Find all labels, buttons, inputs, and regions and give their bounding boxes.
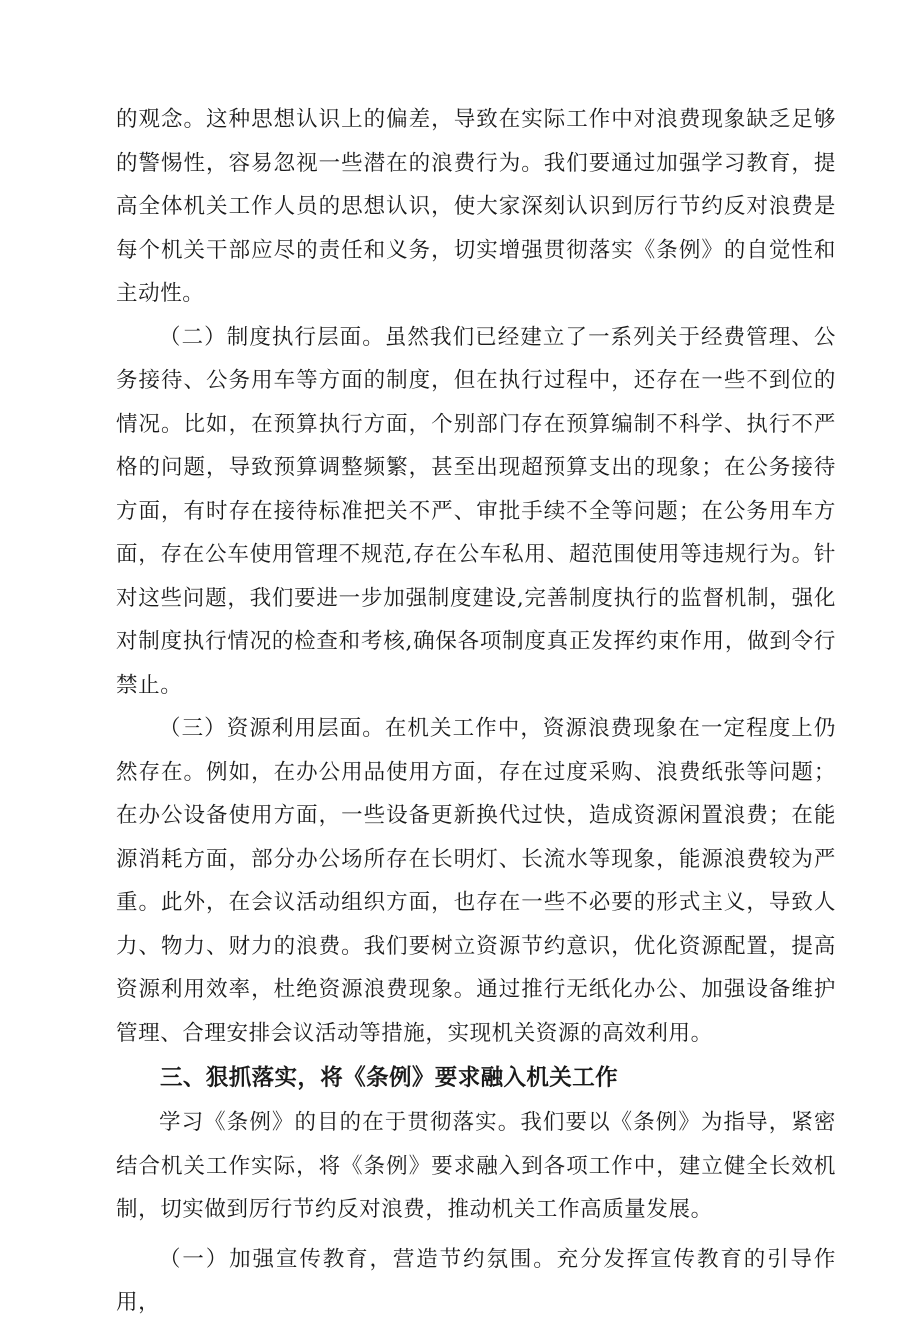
paragraph-ideological-awareness: 的观念。这种思想认识上的偏差，导致在实际工作中对浪费现象缺乏足够的警惕性，容易忽视一些潜在的浪费行为。我们要通过加强学习教育，提高全体机关工作人员的思想认识，使大家深刻认识到厉行节约反对浪费是每个机关干部应尽的责任和义务，切实增强贯彻落实《条例》的自觉性和主动性。 [116,107,836,306]
document-body [116,98,836,1325]
section-heading-implementation: 三、狠抓落实，将《条例》要求融入机关工作 [160,1065,619,1091]
paragraph-publicity-education: （一）加强宣传教育，营造节约氛围。充分发挥宣传教育的引导作用， [116,1246,836,1315]
paragraph-system-execution: （二）制度执行层面。虽然我们已经建立了一系列关于经费管理、公务接待、公务用车等方面的制度，但在执行过程中，还存在一些不到位的情况。比如，在预算执行方面，个别部门存在预算编制不科学、执行不严格的问题，导致预算调整频繁，甚至出现超预算支出的现象；在公务接待方面，有时存在接待标准把关不严、审批手续不全等问题；在公务用车方面，存在公车使用管理不规范,存在公车私用、超范围使用等违规行为。针对这些问题，我们要进一步加强制度建设,完善制度执行的监督机制，强化对制度执行情况的检查和考核,确保各项制度真正发挥约束作用，做到令行禁止。 [116,324,836,698]
paragraph-implementation-intro: 学习《条例》的目的在于贯彻落实。我们要以《条例》为指导，紧密结合机关工作实际，将《条例》要求融入到各项工作中，建立健全长效机制，切实做到厉行节约反对浪费，推动机关工作高质量发展。 [116,1110,836,1222]
paragraph-resource-utilization: （三）资源利用层面。在机关工作中，资源浪费现象在一定程度上仍然存在。例如，在办公用品使用方面，存在过度采购、浪费纸张等问题；在办公设备使用方面，一些设备更新换代过快，造成资源闲置浪费；在能源消耗方面，部分办公场所存在长明灯、长流水等现象，能源浪费较为严重。此外，在会议活动组织方面，也存在一些不必要的形式主义，导致人力、物力、财力的浪费。我们要树立资源节约意识，优化资源配置，提高资源利用效率，杜绝资源浪费现象。通过推行无纸化办公、加强设备维护管理、合理安排会议活动等措施，实现机关资源的高效利用。 [116,716,836,1046]
